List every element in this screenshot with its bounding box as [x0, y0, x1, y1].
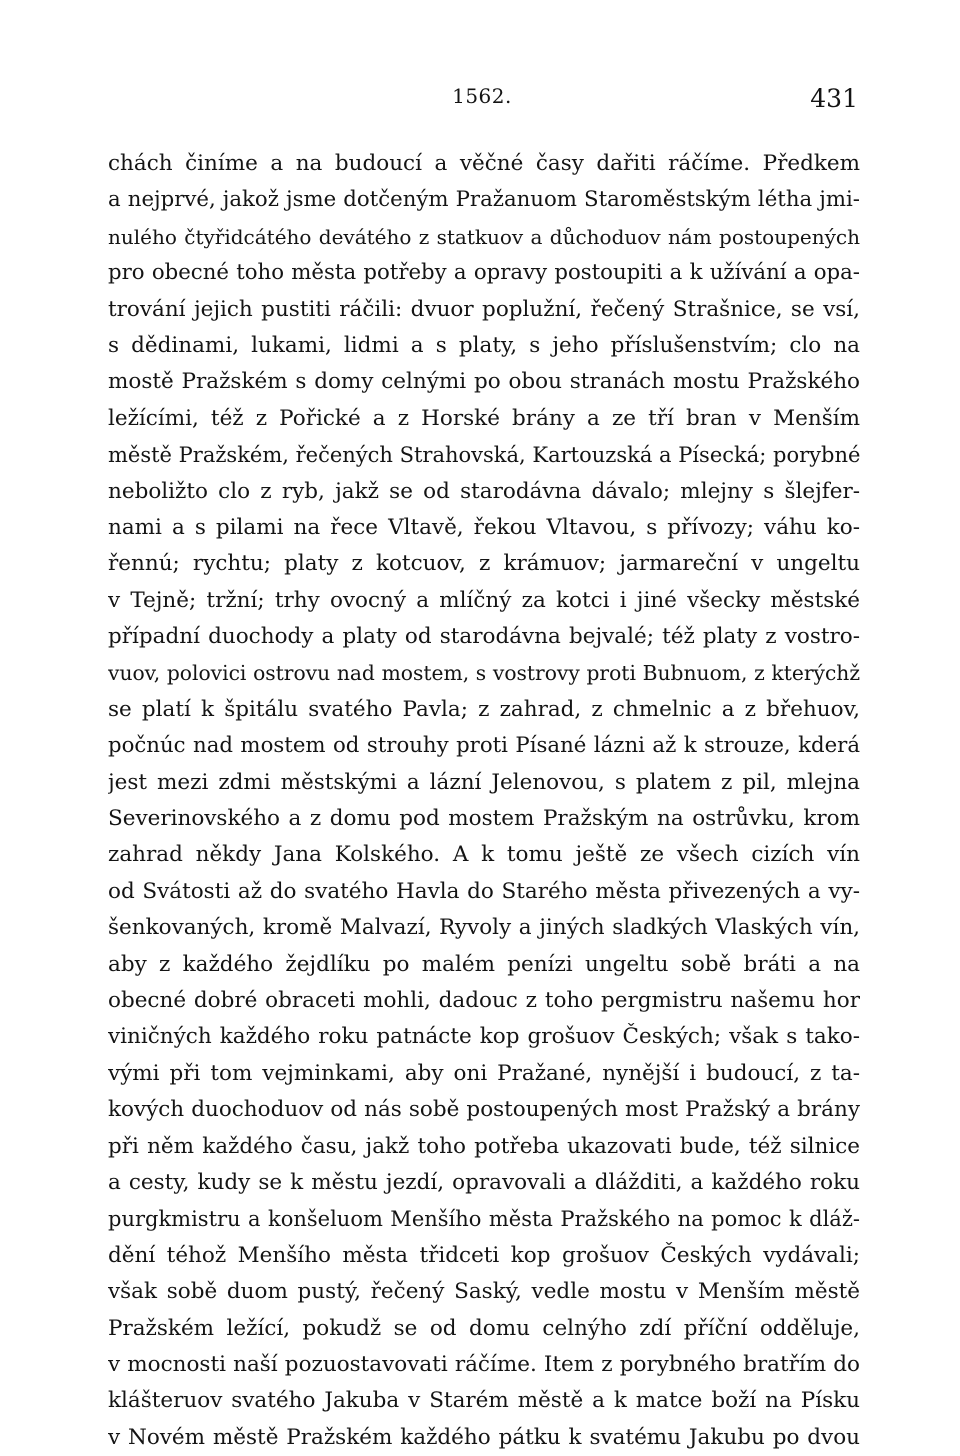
text-line: v Tejně; tržní; trhy ovocný a mlíčný za kotci i jiné všecky městské [108, 587, 860, 613]
text-line: Pražském ležící, pokudž se od domu celnýho zdí příční odděluje, [108, 1315, 860, 1341]
page-number: 431 [810, 84, 858, 113]
text-line: nulého čtyřidcátého devátého z statkuov a důchoduov nám postoupených [108, 224, 860, 249]
text-line: vuov, polovici ostrovu nad mostem, s vostrovy proti Bubnuom, z kterýchž [108, 661, 860, 686]
text-line: viničných každého roku patnácte kop grošuov Českých; však s tako- [108, 1024, 860, 1050]
page-header [106, 84, 858, 120]
text-line: městě Pražském, řečených Strahovská, Kartouzská a Písecká; porybné [108, 443, 860, 468]
text-line: a cesty, kudy se k městu jezdí, opravovali a dlážditi, a každého roku [108, 1169, 860, 1195]
text-line: aby z každého žejdlíku po malém penízi ungeltu sobě bráti a na [108, 951, 860, 977]
text-line: při něm každého času, jakž toho potřeba ukazovati bude, též silnice [108, 1133, 860, 1159]
text-line: dění téhož Menšího města třidceti kop grošuov Českých vydávali; [108, 1242, 860, 1268]
text-line: případní duochody a platy od starodávna bejvalé; též platy z vostro- [108, 624, 860, 650]
text-line: ležícími, též z Pořické a z Horské brány a ze tří bran v Menším [108, 405, 860, 431]
text-line: s dědinami, lukami, lidmi a s platy, s jeho příslušenstvím; clo na [108, 332, 860, 358]
text-line: a nejprvé, jakož jsme dotčeným Pražanuom Staroměstským létha jmi- [108, 187, 860, 213]
text-line: klášteruov svatého Jakuba v Starém městě a k matce boží na Písku [108, 1388, 860, 1414]
text-line: v Novém městě Pražském každého pátku k svatému Jakubu po dvou [108, 1424, 860, 1450]
text-line: počnúc nad mostem od strouhy proti Písané lázni až k strouze, kderá [108, 733, 860, 759]
text-line: neboližto clo z ryb, jakž se od starodávna dávalo; mlejny s šlejfer- [108, 478, 860, 504]
text-line: zahrad někdy Jana Kolského. A k tomu ještě ze všech cizích vín [108, 842, 860, 868]
text-line: pro obecné toho města potřeby a opravy postoupiti a k užívání a opa- [108, 260, 860, 286]
text-line: jest mezi zdmi městskými a lázní Jelenovou, s platem z pil, mlejna [108, 769, 860, 795]
text-line: trování jejich pustiti ráčili: dvuor poplužní, řečený Strašnice, se vsí, [108, 296, 860, 322]
text-line: obecné dobré obraceti mohli, dadouc z toho pergmistru našemu hor [108, 987, 860, 1013]
text-line: Severinovského a z domu pod mostem Pražským na ostrůvku, krom [108, 806, 860, 832]
text-line: chách činíme a na budoucí a věčné časy dařiti ráčíme. Předkem [108, 151, 860, 176]
text-line: řennú; rychtu; platy z kotcuov, z krámuov; jarmareční v ungeltu [108, 551, 860, 577]
body-text [108, 146, 860, 1456]
text-line: se platí k špitálu svatého Pavla; z zahrad, z chmelnic a z břehuov, [108, 696, 860, 722]
text-line: šenkovaných, kromě Malvazí, Ryvoly a jiných sladkých Vlaských vín, [108, 915, 860, 941]
text-line: od Svátosti až do svatého Havla do Starého města přivezených a vy- [108, 878, 860, 904]
text-line: v mocnosti naší pozuostavovati ráčíme. Item z porybného bratřím do [108, 1351, 860, 1377]
text-line: mostě Pražském s domy celnými po obou stranách mostu Pražského [108, 369, 860, 395]
text-line: kových duochoduov od nás sobě postoupených most Pražský a brány [108, 1097, 860, 1123]
header-year: 1562. [452, 84, 512, 108]
text-line: purgkmistru a konšeluom Menšího města Pražského na pomoc k dláž- [108, 1207, 860, 1232]
text-line: nami a s pilami na řece Vltavě, řekou Vltavou, s přívozy; váhu ko- [108, 514, 860, 540]
text-line: však sobě duom pustý, řečený Saský, vedle mostu v Menším městě [108, 1279, 860, 1305]
text-line: vými při tom vejminkami, aby oni Pražané, nynější i budoucí, z ta- [108, 1060, 860, 1086]
